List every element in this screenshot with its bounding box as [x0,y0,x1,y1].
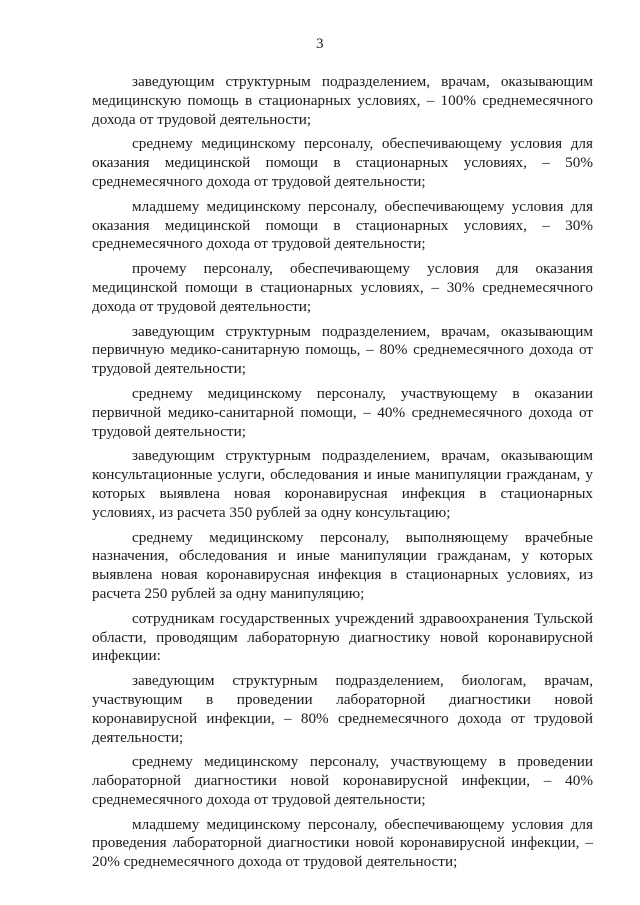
paragraph: заведующим структурным подразделением, биологам, врачам, участвующим в проведении лабораторной диагностики новой коронавирусной инфекции, – 80% среднемесячного дохода от трудовой деятельности; [92,672,593,746]
paragraph: среднему медицинскому персоналу, участвующему в проведении лабораторной диагностики новой коронавирусной инфекции, – 40% среднемесячного дохода от трудовой деятельности; [92,753,593,808]
paragraph: среднему медицинскому персоналу, участвующему в оказании первичной медико-санитарной помощи, – 40% среднемесячного дохода от трудовой деятельности; [92,384,593,440]
paragraph: младшему медицинскому персоналу, обеспечивающему условия для проведения лабораторной диагностики новой коронавирусной инфекции, – 20% среднемесячного дохода от трудовой деятельности; [92,815,593,871]
paragraph: заведующим структурным подразделением, врачам, оказывающим консультационные услуги, обследования и иные манипуляции гражданам, у которых выявлена новая коронавирусная инфекция в стационарных условиях, из расчета 350 рублей за одну консультацию; [92,447,593,521]
document-body [92,73,593,878]
paragraph: заведующим структурным подразделением, врачам, оказывающим медицинскую помощь в стационарных условиях, – 100% среднемесячного дохода от трудовой деятельности; [92,73,593,128]
paragraph: среднему медицинскому персоналу, выполняющему врачебные назначения, обследования и иные манипуляции гражданам, у которых выявлена новая коронавирусная инфекция в стационарных условиях, из расчета 250 рублей за одну манипуляцию; [92,528,593,602]
paragraph: прочему персоналу, обеспечивающему условия для оказания медицинской помощи в стационарных условиях, – 30% среднемесячного дохода от трудовой деятельности; [92,260,593,315]
paragraph: заведующим структурным подразделением, врачам, оказывающим первичную медико-санитарную помощь, – 80% среднемесячного дохода от трудовой деятельности; [92,322,593,378]
paragraph: среднему медицинскому персоналу, обеспечивающему условия для оказания медицинской помощи в стационарных условиях, – 50% среднемесячного дохода от трудовой деятельности; [92,135,593,190]
page-number: 3 [316,36,324,52]
paragraph: сотрудникам государственных учреждений здравоохранения Тульской области, проводящим лабораторную диагностику новой коронавирусной инфекции: [92,609,593,665]
paragraph: младшему медицинскому персоналу, обеспечивающему условия для оказания медицинской помощи в стационарных условиях, – 30% среднемесячного дохода от трудовой деятельности; [92,197,593,253]
